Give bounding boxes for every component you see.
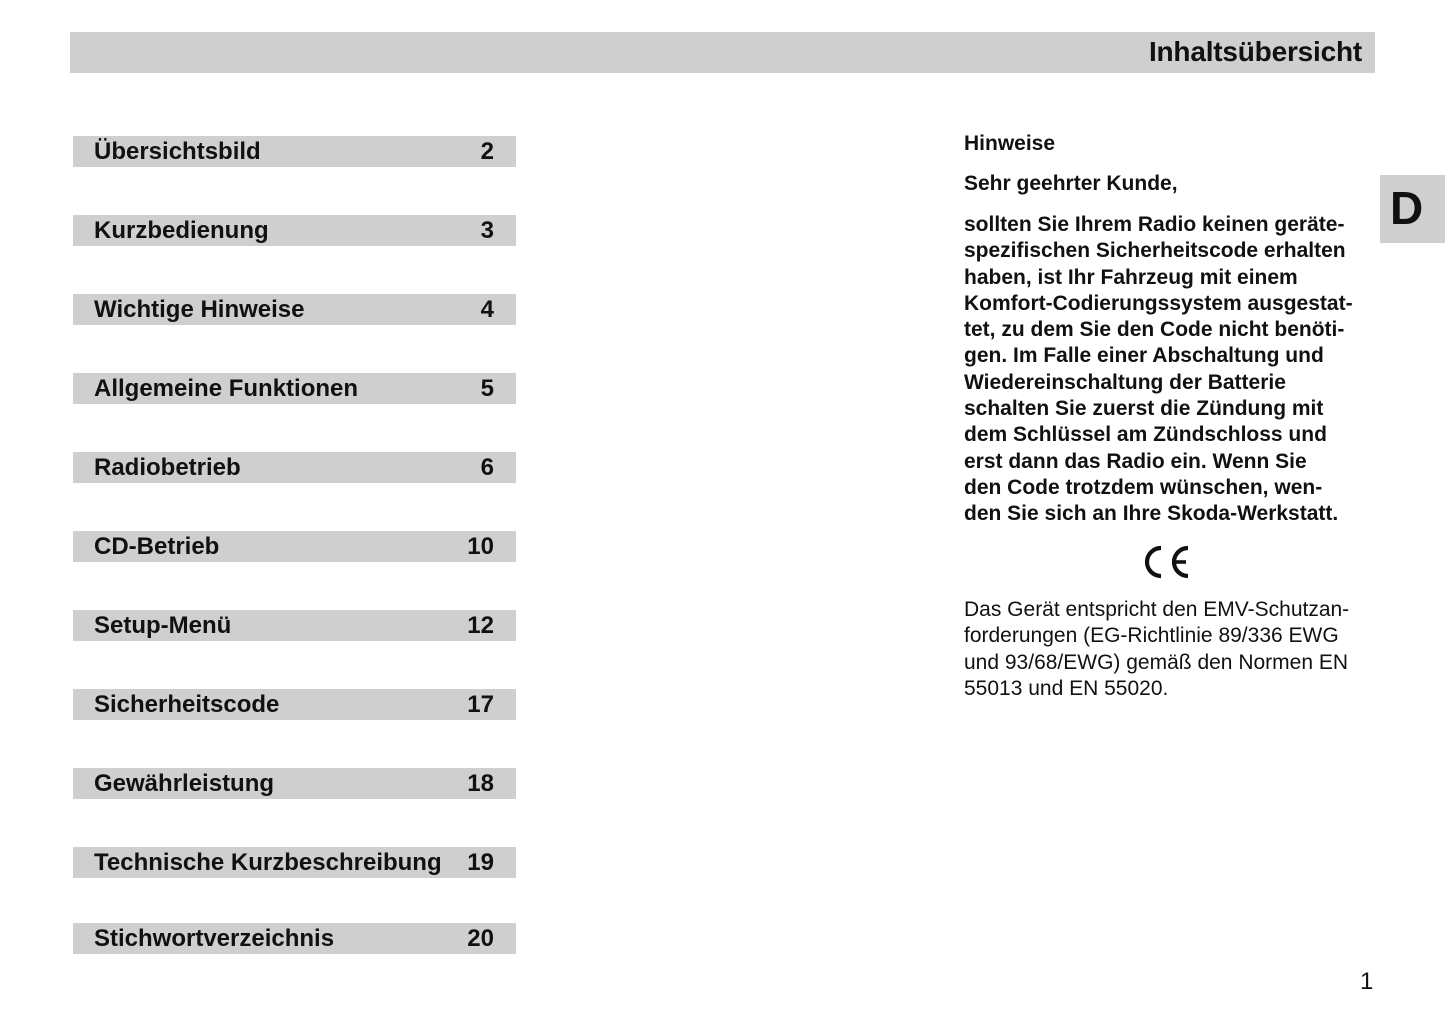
toc-item-radiobetrieb[interactable] [73, 452, 516, 483]
toc-item-allgemeine-funktionen[interactable] [73, 373, 516, 404]
paragraph-line: erst dann das Radio ein. Wenn Sie [964, 449, 1307, 473]
toc-page: 19 [467, 849, 494, 876]
paragraph-line: den Sie sich an Ihre Skoda-Werkstatt. [964, 502, 1339, 526]
toc-page: 18 [467, 770, 494, 797]
toc-page: 2 [480, 138, 494, 165]
toc-page: 17 [467, 691, 494, 718]
compliance-line: forderungen (EG-Richtlinie 89/336 EWG [964, 624, 1339, 648]
toc-label: Übersichtsbild [94, 138, 261, 165]
toc-page: 4 [480, 296, 494, 323]
toc-label: Radiobetrieb [94, 454, 241, 481]
paragraph-line: schalten Sie zuerst die Zündung mit [964, 397, 1324, 421]
toc-label: CD-Betrieb [94, 533, 220, 560]
toc-label: Sicherheitscode [94, 691, 280, 718]
toc-page: 6 [480, 454, 494, 481]
compliance-line: und 93/68/EWG) gemäß den Normen EN [964, 650, 1349, 674]
paragraph-line: tet, zu dem Sie den Code nicht benöti- [964, 318, 1345, 342]
header-bar [70, 32, 1375, 73]
language-tab [1380, 175, 1445, 243]
toc-item-kurzbedienung[interactable] [73, 215, 516, 246]
toc-page: 5 [480, 375, 494, 402]
toc-page: 12 [467, 612, 494, 639]
toc-label: Kurzbedienung [94, 217, 269, 244]
paragraph-line: Komfort-Codierungssystem ausgestat- [964, 291, 1353, 315]
page-title: Inhaltsübersicht [1148, 36, 1362, 67]
toc-label: Technische Kurzbeschreibung [94, 849, 442, 876]
toc-item-wichtige-hinweise[interactable] [73, 294, 516, 325]
paragraph-line: den Code trotzdem wünschen, wen- [964, 475, 1323, 499]
toc-item-setup-menue[interactable] [73, 610, 516, 641]
toc-page: 20 [467, 925, 494, 952]
toc-page: 3 [480, 217, 494, 244]
language-tab-label: D [1390, 182, 1424, 234]
toc-label: Stichwortverzeichnis [94, 925, 335, 952]
toc-page: 10 [467, 533, 494, 560]
toc-label: Gewährleistung [94, 770, 275, 797]
compliance-text [964, 597, 1349, 702]
paragraph-line: sollten Sie Ihrem Radio keinen geräte- [964, 213, 1345, 236]
toc-item-cd-betrieb[interactable] [73, 531, 516, 562]
toc-label: Wichtige Hinweise [94, 296, 305, 323]
notes-paragraph [964, 212, 1353, 528]
page-number: 1 [1360, 968, 1374, 995]
notes-heading: Hinweise [964, 132, 1056, 155]
toc-item-technische-kurzbeschreibung[interactable] [73, 847, 516, 878]
toc-label: Allgemeine Funktionen [94, 375, 359, 402]
paragraph-line: spezifischen Sicherheitscode erhalten [964, 239, 1346, 263]
notes-salutation: Sehr geehrter Kunde, [964, 172, 1178, 195]
paragraph-line: gen. Im Falle einer Abschaltung und [964, 344, 1324, 368]
paragraph-line: dem Schlüssel am Zündschloss und [964, 423, 1327, 447]
paragraph-line: haben, ist Ihr Fahrzeug mit einem [964, 265, 1298, 289]
ce-mark-icon [1142, 542, 1192, 582]
toc-label: Setup-Menü [94, 612, 232, 639]
toc-item-gewaehrleistung[interactable] [73, 768, 516, 799]
compliance-line: 55013 und EN 55020. [964, 676, 1169, 700]
toc-item-stichwortverzeichnis[interactable] [73, 923, 516, 954]
toc-item-sicherheitscode[interactable] [73, 689, 516, 720]
paragraph-line: Wiedereinschaltung der Batterie [964, 370, 1286, 394]
toc-item-uebersichtsbild[interactable] [73, 136, 516, 167]
compliance-line: Das Gerät entspricht den EMV-Schutzan- [964, 598, 1350, 621]
